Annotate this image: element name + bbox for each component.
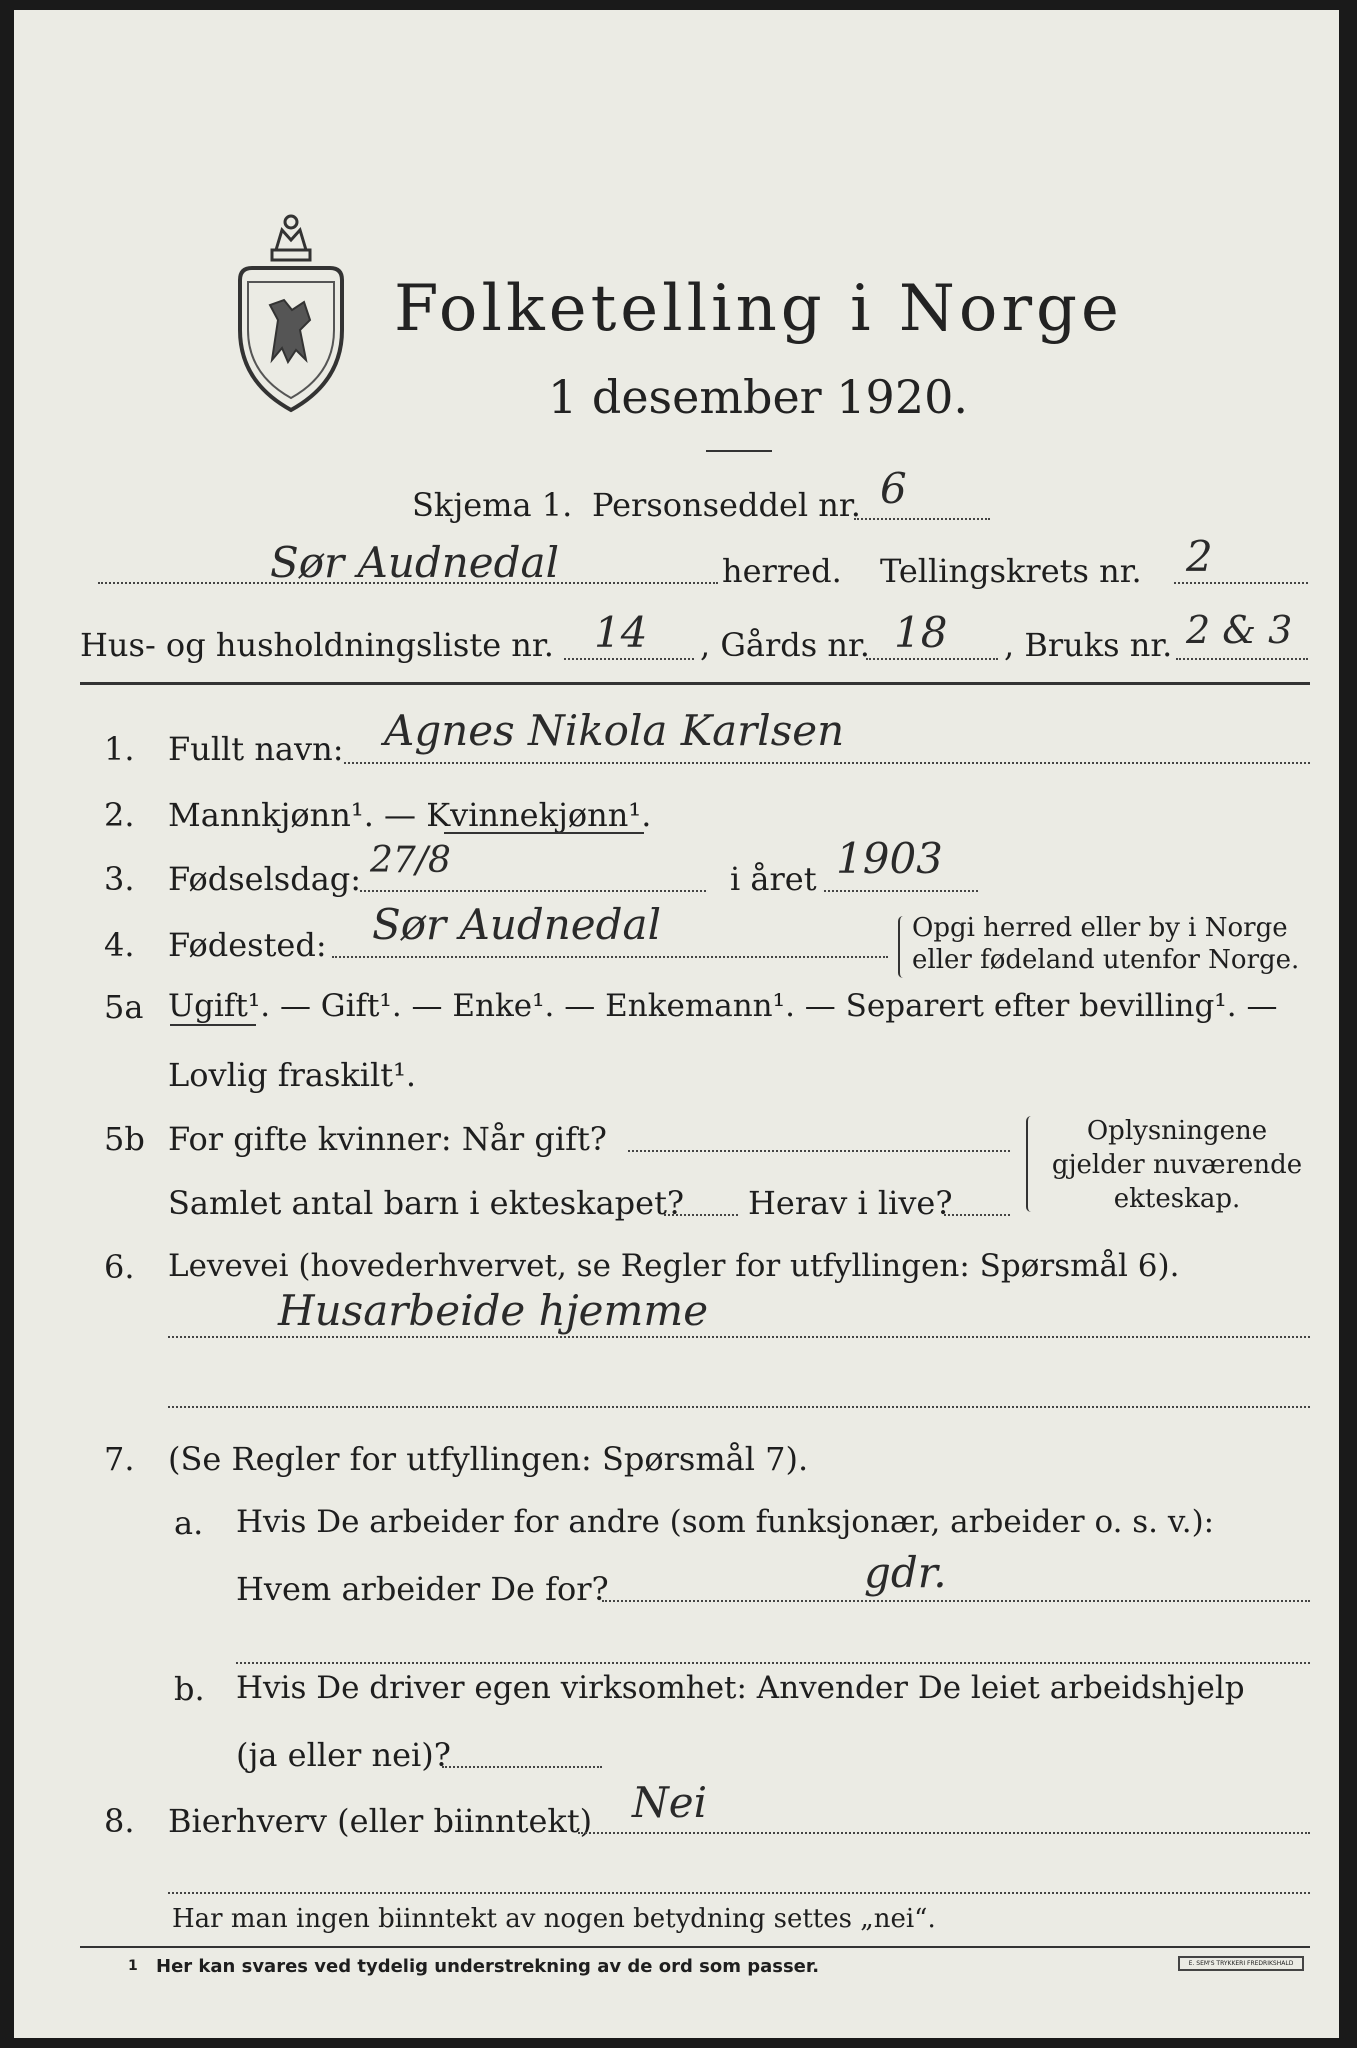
q5b-alive-line [944,1214,1010,1216]
page-title: Folketelling i Norge [394,272,1123,346]
q3-number: 3. [104,860,135,898]
q6-number: 6. [104,1248,135,1286]
q6-line-1 [168,1336,1310,1338]
q5b-married-label: For gifte kvinner: Når gift? [168,1120,607,1158]
gards-label: , Gårds nr. [700,626,870,664]
q6-line-2 [168,1406,1310,1408]
gards-value: 18 [894,608,948,657]
q7a-letter: a. [174,1504,204,1542]
q1-label: Fullt navn: [168,730,344,768]
q5b-note-brace [1026,1116,1036,1212]
q5b-married-line [628,1150,1010,1152]
footer-divider [80,1946,1310,1948]
q7-number: 7. [104,1440,135,1478]
q1-full-name: Agnes Nikola Karlsen [384,706,845,755]
personseddel-label: Personseddel nr. [592,486,861,524]
census-form-sheet [14,10,1339,2038]
footnote-mark: 1 [128,1958,138,1974]
gards-line [866,658,998,660]
q3-label: Fødselsdag: [168,860,362,898]
q8-number: 8. [104,1802,135,1840]
q3-day-line [360,890,706,892]
bruks-value: 2 & 3 [1186,608,1293,652]
q1-line [344,762,1310,764]
q4-note: Opgi herred eller by i Norge eller fødeland utenfor Norge. [912,913,1300,975]
q3-birth-day: 27/8 [370,840,451,881]
q7-label: (Se Regler for utfyllingen: Spørsmål 7). [168,1440,809,1478]
q3-year-label: i året [730,860,817,898]
hus-value: 14 [594,608,648,657]
q4-label: Fødested: [168,926,327,964]
q7b-letter: b. [174,1670,205,1708]
q5a-options-cont: Lovlig fraskilt¹. [168,1056,417,1094]
tellingskrets-value: 2 [1186,532,1213,581]
q8-line-1 [578,1832,1310,1834]
q8-side-income: Nei [632,1778,708,1827]
q4-number: 4. [104,926,135,964]
q5a-underline-ugift [170,1024,256,1026]
q6-label: Levevei (hovederhvervet, se Regler for utfyllingen: Spørsmål 6). [168,1248,1180,1284]
q2-number: 2. [104,796,135,834]
herred-value: Sør Audnedal [270,538,560,587]
tellingskrets-label: Tellingskrets nr. [880,552,1142,590]
census-date: 1 desember 1920. [548,370,968,424]
q7a-line-1 [602,1600,1310,1602]
q7b-text: Hvis De driver egen virksomhet: Anvender De leiet arbeidshjelp [236,1670,1245,1706]
q6-occupation: Husarbeide hjemme [278,1286,709,1335]
q4-note-brace [898,916,908,978]
q5b-children-label: Samlet antal barn i ekteskapet? [168,1184,685,1222]
bruks-line [1176,658,1308,660]
herred-label: herred. [722,552,842,590]
coat-of-arms-icon [232,210,350,416]
tellingskrets-line [1174,582,1308,584]
q7b-line [442,1766,602,1768]
hus-line [564,658,694,660]
q4-birthplace: Sør Audnedal [372,900,662,949]
hus-label: Hus- og husholdningsliste nr. [80,626,554,664]
q7a-text: Hvis De arbeider for andre (som funksjonær, arbeider o. s. v.): [236,1504,1215,1540]
q5b-children-line [664,1214,738,1216]
q3-birth-year: 1903 [836,834,943,883]
q1-number: 1. [104,730,135,768]
personseddel-value: 6 [880,464,907,513]
footnote-text: Her kan svares ved tydelig understrekning av de ord som passer. [156,1956,820,1977]
q5b-note: Oplysningene gjelder nuværende ekteskap. [1051,1116,1303,1214]
q8-label: Bierhverv (eller biinntekt) [168,1802,593,1840]
q7a-question: Hvem arbeider De for? [236,1570,609,1608]
footer-note: Har man ingen biinntekt av nogen betydning settes „nei“. [172,1904,936,1934]
q2-underline-kvinnekjonn [444,832,644,834]
q5b-number: 5b [104,1120,145,1158]
title-divider [706,450,772,452]
q7a-employer: gdr. [864,1548,947,1597]
personseddel-line [854,518,990,520]
header-divider [80,682,1310,685]
q3-year-line [824,890,978,892]
q7b-question: (ja eller nei)? [236,1736,451,1774]
printer-stamp: E. SEM'S TRYKKERI FREDRIKSHALD [1178,1956,1304,1971]
q5b-alive-label: Herav i live? [748,1184,953,1222]
q2-gender-options: Mannkjønn¹. — Kvinnekjønn¹. [168,796,652,834]
bruks-label: , Bruks nr. [1004,626,1173,664]
skjema-label: Skjema 1. [412,486,573,524]
q7a-line-2 [236,1662,1310,1664]
q5a-options: Ugift¹. — Gift¹. — Enke¹. — Enkemann¹. — Separert efter bevilling¹. — [168,988,1278,1024]
q4-line [332,956,888,958]
q8-line-2 [168,1892,1310,1894]
q5a-number: 5a [104,988,144,1026]
